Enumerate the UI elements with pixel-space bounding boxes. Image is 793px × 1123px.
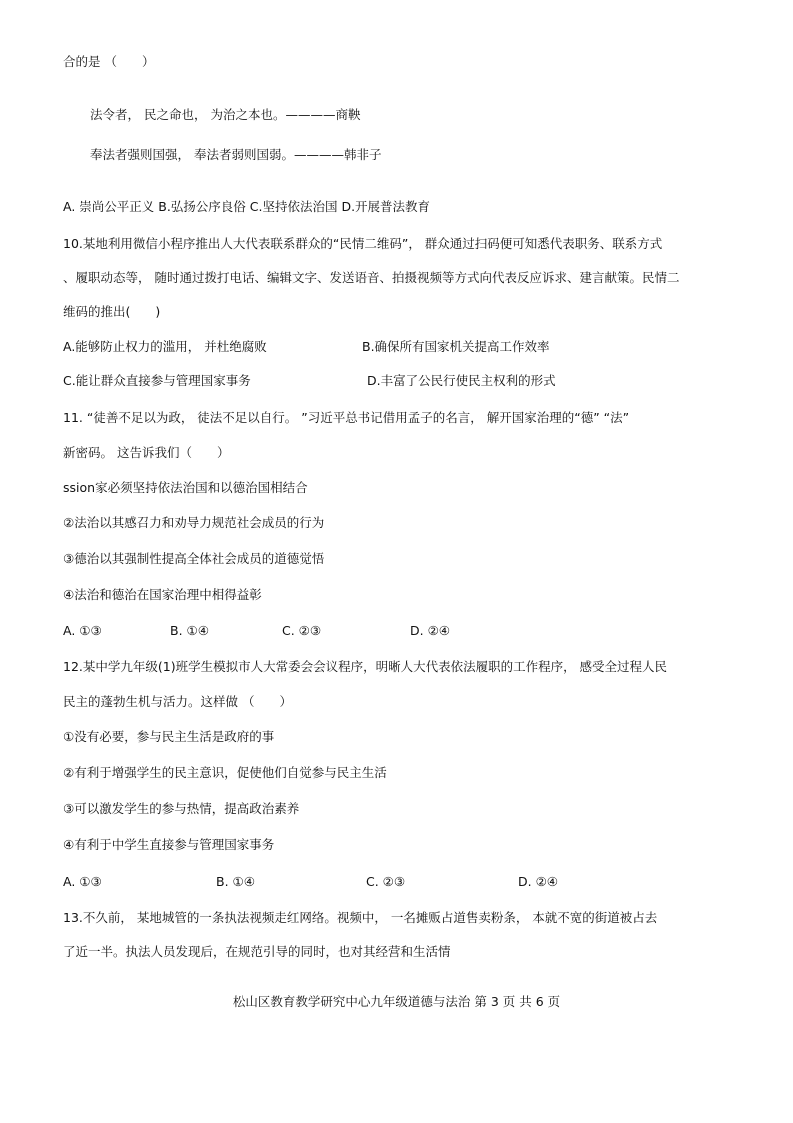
q10-line-2: 、履职动态等， 随时通过拨打电话、编辑文字、发送语音、拍摄视频等方式向代表反应诉求、建言献策。民情二 bbox=[63, 270, 680, 285]
q11-item-4: ④法治和德治在国家治理中相得益彰 bbox=[63, 587, 262, 602]
page-footer: 松山区教育教学研究中心九年级道德与法治 第 3 页 共 6 页 bbox=[232, 994, 561, 1009]
q11-item-3: ③德治以其强制性提高全体社会成员的道德觉悟 bbox=[63, 551, 325, 566]
q10-line-3: 维码的推出( ) bbox=[63, 304, 161, 319]
q12-option-c: C. ②③ bbox=[366, 874, 406, 889]
q10-option-a: A.能够防止权力的滥用， 并杜绝腐败 bbox=[63, 339, 267, 354]
q13-line-1: 13.不久前， 某地城管的一条执法视频走红网络。视频中， 一名摊贩占道售卖粉条， 本就不宽的街道被占去 bbox=[63, 910, 658, 925]
q12-item-4: ④有利于中学生直接参与管理国家事务 bbox=[63, 837, 275, 852]
q11-line-2: 新密码。 这告诉我们（ ） bbox=[63, 445, 230, 460]
q11-option-a: A. ①③ bbox=[63, 623, 102, 638]
q9-stem-tail: 合的是 （ ） bbox=[63, 54, 155, 69]
q10-line-1: 10.某地利用微信小程序推出人大代表联系群众的“民情二维码”， 群众通过扫码便可知悉代表职务、联系方式 bbox=[63, 236, 663, 251]
q11-option-c: C. ②③ bbox=[282, 623, 322, 638]
q12-line-2: 民主的蓬勃生机与活力。这样做 （ ） bbox=[63, 694, 292, 709]
q12-item-1: ①没有必要，参与民主生活是政府的事 bbox=[63, 729, 275, 744]
q11-option-d: D. ②④ bbox=[410, 623, 450, 638]
q10-option-d: D.丰富了公民行使民主权利的形式 bbox=[367, 373, 556, 388]
q11-item-2: ②法治以其感召力和劝导力规范社会成员的行为 bbox=[63, 515, 325, 530]
q9-quote-hanfeizi: 奉法者强则国强， 奉法者弱则国弱。————韩非子 bbox=[90, 147, 382, 162]
q12-option-b: B. ①④ bbox=[216, 874, 255, 889]
q9-options: A. 崇尚公平正义 B.弘扬公序良俗 C.坚持依法治国 D.开展普法教育 bbox=[63, 199, 431, 214]
q9-quote-shangyang: 法令者， 民之命也， 为治之本也。————商鞅 bbox=[90, 107, 361, 122]
q11-line-1: 11. “徒善不足以为政， 徒法不足以自行。 ”习近平总书记借用孟子的名言， 解开国家治理的“德” “法” bbox=[63, 410, 630, 425]
q10-option-b: B.确保所有国家机关提高工作效率 bbox=[362, 339, 550, 354]
q11-option-b: B. ①④ bbox=[170, 623, 209, 638]
q12-item-3: ③可以激发学生的参与热情，提高政治素养 bbox=[63, 801, 300, 816]
q12-option-a: A. ①③ bbox=[63, 874, 102, 889]
q12-item-2: ②有利于增强学生的民主意识，促使他们自觉参与民主生活 bbox=[63, 765, 387, 780]
q12-line-1: 12.某中学九年级(1)班学生模拟市人大常委会会议程序，明晰人大代表依法履职的工作程序， 感受全过程人民 bbox=[63, 659, 668, 674]
q13-line-2: 了近一半。执法人员发现后，在规范引导的同时，也对其经营和生活情 bbox=[63, 944, 451, 959]
q12-option-d: D. ②④ bbox=[518, 874, 558, 889]
q11-item-1: ssion家必须坚持依法治国和以德治国相结合 bbox=[63, 480, 308, 495]
q10-option-c: C.能让群众直接参与管理国家事务 bbox=[63, 373, 251, 388]
